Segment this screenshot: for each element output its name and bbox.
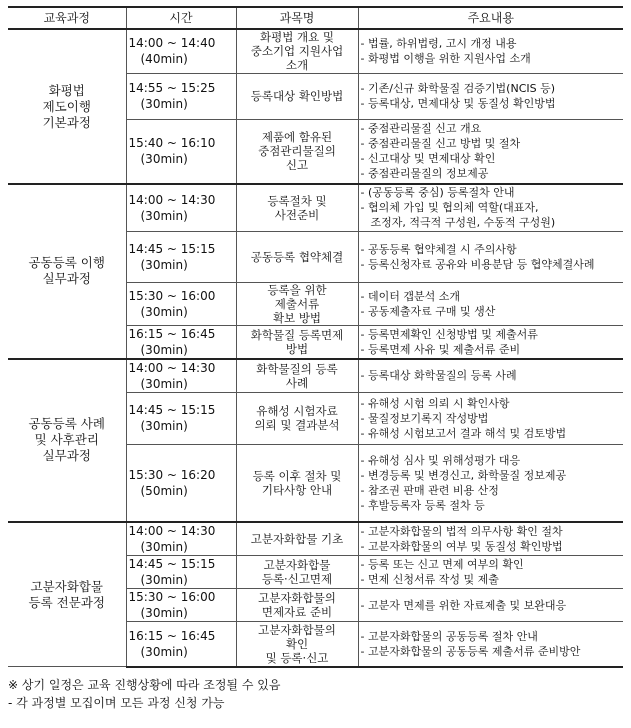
time-range: 15:30 ~ 16:00 [128,590,216,604]
session-subject [236,589,358,622]
time-range: 14:00 ~ 14:30 [128,524,216,538]
subject-line: 등록대상 확인방법 [250,89,344,103]
session-subject [236,73,358,119]
session-subject [236,556,358,589]
subject-line: 공동등록 협약체결 [250,249,344,264]
content-item: - 고분자화합물의 법적 의무사항 확인 절차 [360,525,563,538]
header-content: 주요내용 [358,7,623,29]
subject-line: 고분자화합물 기초 [250,532,344,546]
session-content [358,359,623,393]
content-item: - 등록대상, 면제대상 및 동질성 확인방법 [360,97,556,110]
content-item: - 물질정보기록지 작성방법 [360,411,489,425]
subject-line: 고분자화합물 [263,558,331,572]
content-item: - 중점관리물질 신고 방법 및 절차 [360,137,521,151]
table-row [8,29,623,73]
subject-line: 등록 이후 절차 및 [252,468,342,483]
notes [8,676,623,712]
time-duration: (40min) [140,52,188,67]
session-time [126,231,236,282]
schedule-table [8,6,623,668]
content-item: - 고분자화합물의 공동등록 절차 안내 [360,629,538,643]
session-subject [236,184,358,231]
session-subject [236,622,358,667]
session-subject [236,444,358,522]
session-time [126,184,236,231]
session-content [358,589,623,622]
session-content [358,392,623,444]
subject-line: 및 등록·신고 [265,650,329,665]
content-item: - 유해성 심사 및 위해성평가 대응 [360,453,521,467]
course-name-line: 제도이행 [42,98,91,114]
session-time [126,589,236,622]
subject-line: 소개 [285,58,309,73]
time-duration: (30min) [140,257,188,272]
content-item: - 등록대상 화학물질의 등록 사례 [360,369,517,382]
content-item: 조정자, 적극적 구성원, 수동적 구성원) [370,216,556,230]
content-item: - 신고대상 및 면제대상 확인 [360,152,496,166]
subject-line: 중점관리물질의 [258,144,336,159]
time-duration: (30min) [140,208,188,223]
course-name-line: 화평법 [48,82,85,98]
session-time [126,392,236,444]
subject-line: 의뢰 및 결과분석 [254,418,340,432]
subject-line: 화학물질 등록면제 [250,327,344,342]
session-content [358,556,623,589]
time-duration: (30min) [140,419,188,433]
time-duration: (30min) [140,342,188,357]
session-time [126,556,236,589]
table-row [8,359,623,393]
subject-line: 방법 [285,341,309,356]
course-name [8,29,126,184]
course-name-line: 실무과정 [42,271,91,287]
course-name-line: 실무과정 [42,448,91,464]
session-content [358,231,623,282]
content-item: - 데이터 갭분석 소개 [360,289,460,303]
session-content [358,325,623,359]
content-item: - 공동등록 협약체결 시 주의사항 [360,242,517,256]
subject-line: 등록을 위한 [267,282,327,297]
content-item: - 중점관리물질의 정보제공 [360,167,489,181]
session-time [126,119,236,184]
time-range: 14:45 ~ 15:15 [128,557,216,571]
subject-line: 고분자화합물의 [258,622,336,637]
time-range: 14:00 ~ 14:30 [128,360,216,375]
content-item: - 기존/신규 화학물질 검증기법(NCIS 등) [360,82,556,95]
time-range: 16:15 ~ 16:45 [128,628,216,643]
subject-line: 등록절차 및 [267,193,327,208]
time-duration: (30min) [140,606,188,620]
session-time [126,73,236,119]
time-range: 14:55 ~ 15:25 [128,81,216,95]
time-duration: (30min) [140,540,188,554]
header-row [8,7,623,29]
content-item: - 화평법 이행을 위한 지원사업 소개 [360,52,531,66]
session-time [126,325,236,359]
session-subject [236,359,358,393]
session-content [358,522,623,556]
session-time [126,282,236,325]
subject-line: 화학물질의 등록 [256,361,338,376]
content-item: - 변경등록 및 변경신고, 화학물질 정보제공 [360,468,567,482]
time-range: 15:30 ~ 16:00 [128,288,216,303]
session-subject [236,282,358,325]
subject-line: 확보 방법 [272,310,322,325]
session-content [358,29,623,73]
header-subject: 과목명 [236,7,358,29]
subject-line: 유해성 시험자료 [256,404,338,418]
session-subject [236,231,358,282]
time-range: 16:15 ~ 16:45 [128,326,216,341]
session-content [358,73,623,119]
time-range: 14:00 ~ 14:40 [128,36,216,51]
subject-line: 등록·신고면제 [261,572,333,586]
schedule-document [8,6,623,712]
content-item: - 등록면제확인 신청방법 및 제출서류 [360,327,538,341]
time-duration: (30min) [140,573,188,587]
content-item: - 면제 신청서류 작성 및 제출 [360,573,499,586]
time-duration: (30min) [140,304,188,319]
course-name [8,359,126,523]
time-duration: (30min) [140,376,188,391]
content-item: - 등록 또는 신고 면제 여부의 확인 [360,558,524,571]
table-row [8,522,623,556]
course-name-line: 공동등록 사례 [28,416,105,432]
subject-line: 제품에 함유된 [261,130,333,145]
header-course: 교육과정 [8,7,126,29]
content-item: - 유해성 시험 의뢰 시 확인사항 [360,396,510,410]
session-subject [236,392,358,444]
course-name-line: 및 사후관리 [34,432,99,448]
subject-line: 사례 [285,375,309,390]
course-name-line: 공동등록 이행 [28,255,105,271]
course-name [8,522,126,667]
time-duration: (30min) [140,152,188,167]
session-time [126,359,236,393]
course-name-line: 고분자화합물 [30,578,103,594]
session-subject [236,325,358,359]
subject-line: 중소기업 지원사업 [250,44,344,59]
subject-line: 화평법 개요 및 [260,30,334,45]
subject-line: 신고 [285,158,309,173]
session-time [126,29,236,73]
content-item: - 고분자화합물의 공동등록 제출서류 준비방안 [360,644,581,658]
time-range: 15:40 ~ 16:10 [128,136,216,151]
time-range: 14:00 ~ 14:30 [128,192,216,207]
subject-line: 고분자화합물의 [258,591,336,605]
subject-line: 기타사항 안내 [261,482,333,497]
time-duration: (30min) [140,97,188,111]
content-item: - 후발등록자 등록 절차 등 [360,498,485,512]
note-adjustment: ※ 상기 일정은 교육 진행상황에 따라 조정될 수 있음 [8,677,281,692]
course-name [8,184,126,359]
content-item: - 고분자 면제를 위한 자료제출 및 보완대응 [360,598,567,612]
time-range: 14:45 ~ 15:15 [128,241,216,256]
subject-line: 면제자료 준비 [261,605,333,619]
subject-line: 사전준비 [274,207,320,222]
content-item: - 유해성 시험보고서 결과 해석 및 검토방법 [360,426,567,440]
session-content [358,622,623,667]
content-item: - 등록면제 사유 및 제출서류 준비 [360,342,521,356]
session-time [126,522,236,556]
note-enrollment: - 각 과정별 모집이며 모든 과정 신청 가능 [8,695,225,710]
content-item: - (공동등록 중심) 등록절차 안내 [360,186,515,200]
time-duration: (50min) [140,483,188,498]
session-time [126,444,236,522]
time-range: 15:30 ~ 16:20 [128,467,216,482]
table-row [8,184,623,231]
course-name-line: 등록 전문과정 [28,594,105,610]
session-subject [236,522,358,556]
content-item: - 중점관리물질 신고 개요 [360,122,482,136]
course-name-line: 기본과정 [42,114,91,130]
subject-line: 확인 [285,636,309,651]
content-item: - 공동제출자료 구매 및 생산 [360,304,496,318]
session-content [358,119,623,184]
header-time: 시간 [126,7,236,29]
time-duration: (30min) [140,644,188,659]
session-content [358,444,623,522]
session-subject [236,119,358,184]
content-item: - 참조권 판매 관련 비용 산정 [360,483,499,497]
session-content [358,282,623,325]
session-content [358,184,623,231]
content-item: - 법률, 하위법령, 고시 개정 내용 [360,37,517,51]
time-range: 14:45 ~ 15:15 [128,403,216,417]
content-item: - 고분자화합물의 여부 및 동질성 확인방법 [360,540,563,553]
content-item: - 협의체 가입 및 협의체 역할(대표자, [360,201,539,215]
session-time [126,622,236,667]
session-subject [236,29,358,73]
subject-line: 제출서류 [274,296,320,311]
content-item: - 등록신청자료 공유와 비용분담 등 협약체결사례 [360,257,595,271]
